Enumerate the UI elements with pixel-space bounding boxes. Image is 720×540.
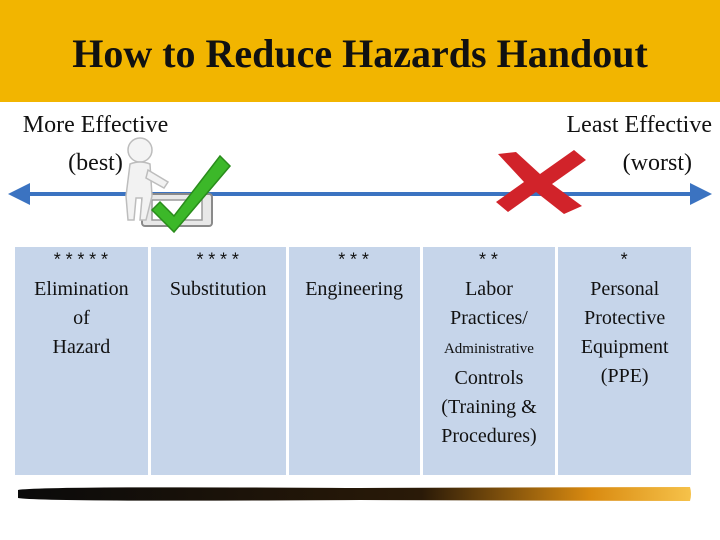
effectiveness-axis (0, 176, 720, 212)
level-text: Protective (584, 307, 666, 329)
level-text: Labor (465, 278, 513, 300)
level-text: (PPE) (600, 365, 649, 387)
level-text: Elimination (34, 278, 129, 300)
axis-arrow-right-icon (690, 183, 712, 205)
level-cell-ppe (558, 247, 691, 475)
cross-shape-icon (496, 150, 586, 214)
axis-arrow-left-icon (8, 183, 30, 205)
level-stars: * (618, 252, 631, 272)
level-stars: *** (336, 252, 372, 272)
level-text: Procedures) (441, 425, 537, 447)
red-x-icon (490, 148, 590, 218)
level-cell-substitution (151, 247, 286, 475)
person-head-icon (128, 138, 152, 162)
level-text: Hazard (52, 336, 111, 358)
level-text: Practices/ (450, 307, 528, 329)
level-stars: ** (477, 252, 501, 272)
level-cell-elimination (15, 247, 148, 475)
level-text: Equipment (580, 336, 669, 358)
level-text: Engineering (305, 278, 403, 300)
control-levels-table (12, 244, 694, 478)
level-cell-engineering (289, 247, 420, 475)
level-text: (Training & (441, 396, 537, 418)
level-text: Personal (590, 278, 660, 300)
level-text: Controls (454, 367, 524, 389)
best-text: (best) (68, 150, 123, 176)
gradient-bar-shape (18, 487, 691, 501)
least-effective-text: Least Effective (566, 112, 712, 138)
worst-text: (worst) (622, 150, 692, 176)
level-text: Substitution (169, 278, 267, 300)
level-text: of (73, 307, 90, 329)
level-stars: **** (194, 252, 242, 272)
page-title: How to Reduce Hazards Handout (72, 31, 648, 76)
levels-row (15, 247, 691, 475)
person-with-checkmark-icon (112, 136, 237, 236)
more-effective-text: More Effective (22, 112, 169, 138)
level-cell-administrative (423, 247, 556, 475)
bottom-gradient-bar (0, 484, 720, 506)
level-text: Administrative (443, 341, 534, 357)
level-stars: ***** (51, 252, 111, 272)
